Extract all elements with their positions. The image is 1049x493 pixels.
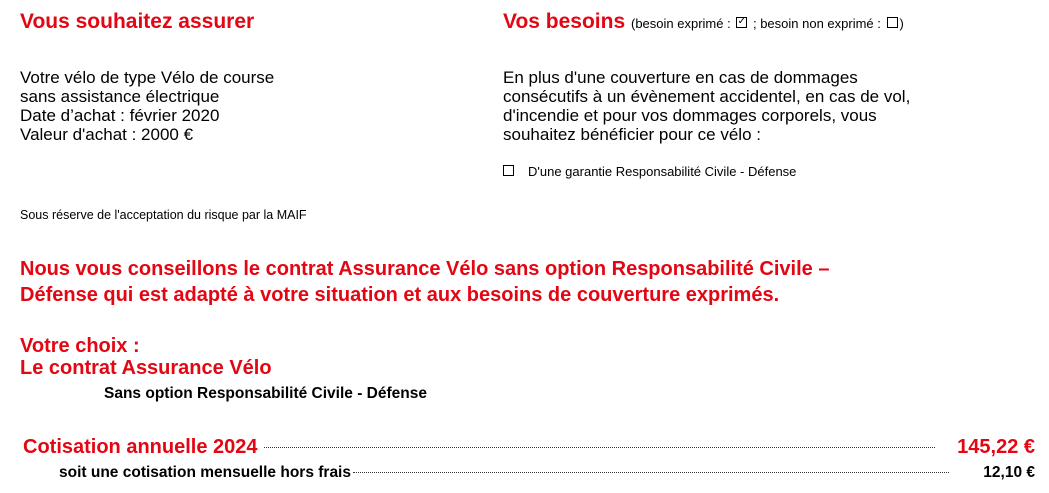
choice-title: Votre choix : <box>20 335 140 357</box>
needs-title: Vos besoins <box>503 10 626 33</box>
monthly-premium-value: 12,10 € <box>983 464 1035 481</box>
choice-heading <box>20 335 272 379</box>
insured-item-details <box>20 68 274 144</box>
option-checkbox-icon <box>503 165 514 176</box>
monthly-premium-label: soit une cotisation mensuelle hors frais <box>59 464 351 481</box>
needs-heading <box>503 10 904 34</box>
bike-type-line: Votre vélo de type Vélo de course <box>20 68 275 87</box>
annual-premium-value: 145,22 € <box>957 436 1035 458</box>
monthly-premium-row <box>59 464 1035 482</box>
purchase-date-line: Date d’achat : février 2020 <box>20 106 220 125</box>
risk-acceptance-note: Sous réserve de l'acceptation du risque par la MAIF <box>20 208 307 222</box>
choice-contract: Le contrat Assurance Vélo <box>20 357 272 379</box>
purchase-value-line: Valeur d'achat : 2000 € <box>20 125 194 144</box>
needs-line: consécutifs à un évènement accidentel, en cas de vol, <box>503 87 911 106</box>
checked-box-icon <box>736 17 747 28</box>
recommendation-line: Défense qui est adapté à votre situation et aux besoins de couverture exprimés. <box>20 284 780 306</box>
assistance-line: sans assistance électrique <box>20 87 220 106</box>
rc-defense-option <box>503 164 796 179</box>
annual-premium-label: Cotisation annuelle 2024 <box>23 436 258 458</box>
insured-item-heading: Vous souhaitez assurer <box>20 10 255 33</box>
unchecked-box-icon <box>887 17 898 28</box>
needs-line: d'incendie et pour vos dommages corporels, vous <box>503 106 877 125</box>
needs-description <box>503 68 910 144</box>
needs-line: souhaitez bénéficier pour ce vélo : <box>503 125 761 144</box>
dot-leader <box>353 472 949 473</box>
legend-middle: ; besoin non exprimé : <box>752 16 881 31</box>
legend-prefix: (besoin exprimé : <box>631 16 731 31</box>
recommendation-text <box>20 256 829 308</box>
recommendation-line: Nous vous conseillons le contrat Assurance Vélo sans option Responsabilité Civile – <box>20 258 830 280</box>
choice-option: Sans option Responsabilité Civile - Défense <box>104 385 427 402</box>
needs-line: En plus d'une couverture en cas de dommages <box>503 68 858 87</box>
option-label: D'une garantie Responsabilité Civile - Défense <box>528 164 797 179</box>
needs-legend <box>631 16 904 31</box>
annual-premium-row <box>23 436 1035 459</box>
legend-suffix: ) <box>899 16 904 31</box>
dot-leader <box>264 447 936 448</box>
